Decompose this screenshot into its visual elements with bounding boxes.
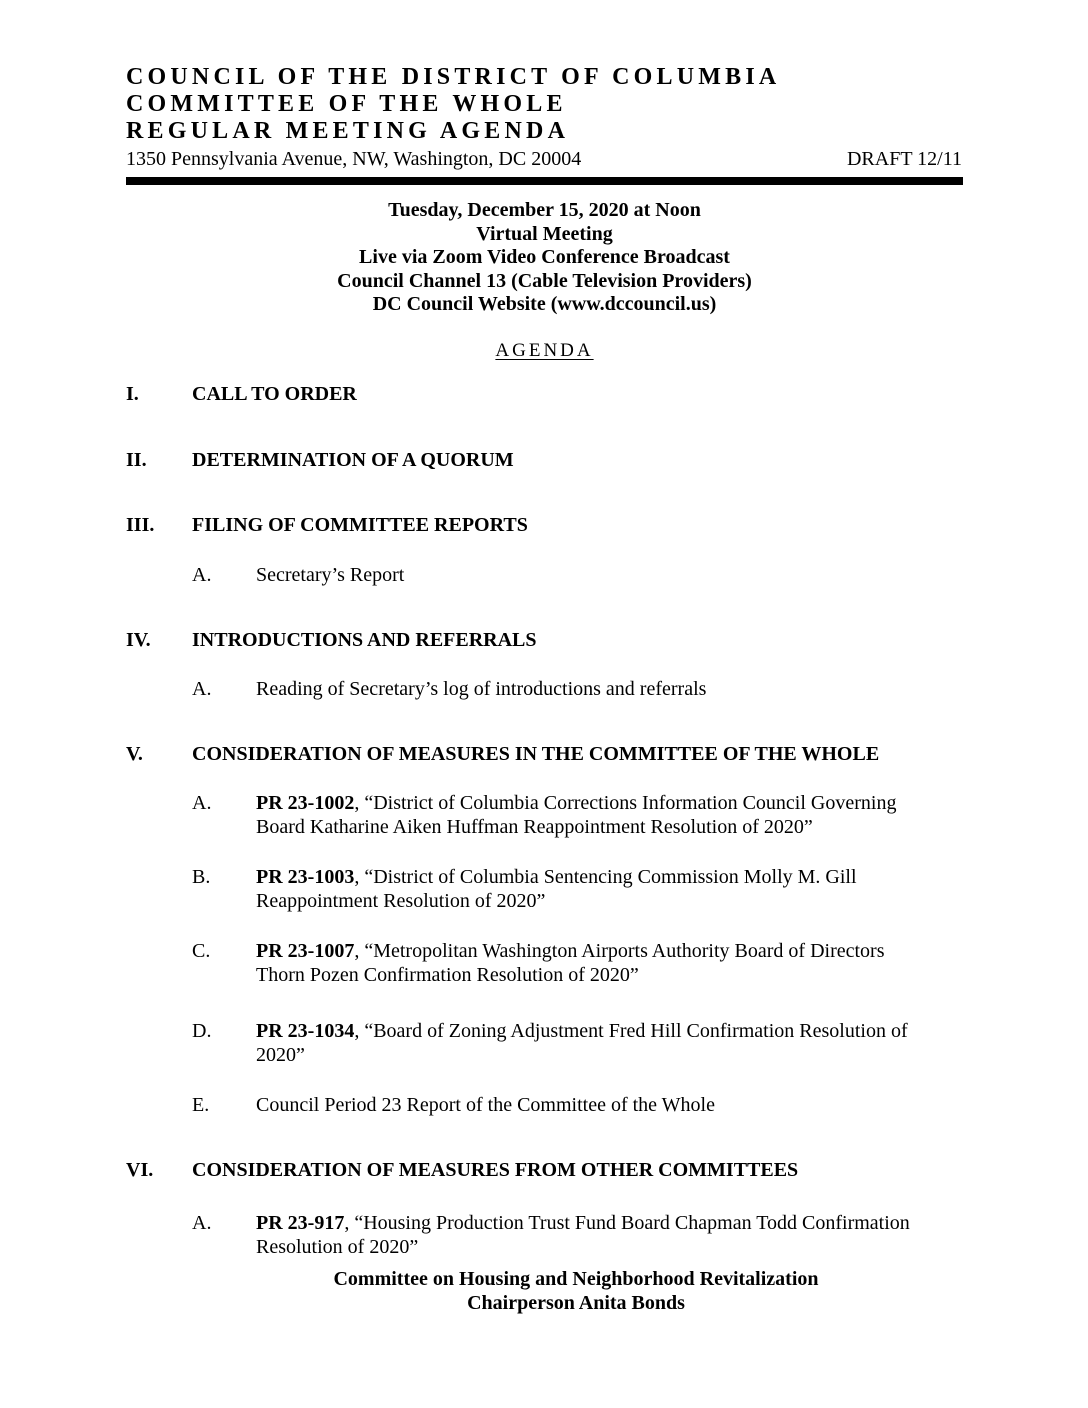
- item-text: Reading of Secretary’s log of introductions and referrals: [256, 678, 707, 700]
- document-type: REGULAR MEETING AGENDA: [126, 118, 570, 144]
- item-letter: E.: [192, 1094, 210, 1116]
- item-letter: D.: [192, 1020, 212, 1042]
- measure-title: , “Board of Zoning Adjustment Fred Hill Confirmation Resolution of: [354, 1020, 908, 1042]
- draft-label: DRAFT 12/11: [846, 148, 962, 170]
- section-title: CONSIDERATION OF MEASURES FROM OTHER COMMITTEES: [192, 1159, 799, 1181]
- item-letter: C.: [192, 940, 211, 962]
- item-letter: A.: [192, 678, 212, 700]
- committee-name: Committee on Housing and Neighborhood Revitalization: [333, 1268, 819, 1290]
- measure-title: , “Housing Production Trust Fund Board Chapman Todd Confirmation: [344, 1212, 910, 1234]
- committee-chair: Chairperson Anita Bonds: [467, 1292, 685, 1314]
- section-number: II.: [126, 449, 147, 471]
- section-title: DETERMINATION OF A QUORUM: [192, 449, 514, 471]
- section-title: CONSIDERATION OF MEASURES IN THE COMMITTEE OF THE WHOLE: [192, 743, 880, 765]
- item-text: Secretary’s Report: [256, 564, 405, 586]
- section-number: III.: [126, 514, 155, 536]
- header-rule: [126, 177, 963, 185]
- measure-code: PR 23-1007: [256, 940, 355, 962]
- address-row: [126, 146, 962, 172]
- measure-title-cont: Resolution of 2020”: [256, 1236, 419, 1258]
- item-letter: A.: [192, 564, 212, 586]
- section-title: CALL TO ORDER: [192, 383, 357, 405]
- document-header: [126, 64, 962, 172]
- meeting-date: Tuesday, December 15, 2020 at Noon: [388, 199, 701, 221]
- measure-title: , “District of Columbia Corrections Information Council Governing: [354, 792, 897, 814]
- measure-code: PR 23-917: [256, 1212, 345, 1234]
- measure-code: PR 23-1034: [256, 1020, 355, 1042]
- section-quorum: [126, 448, 963, 472]
- council-address: 1350 Pennsylvania Avenue, NW, Washington, DC 20004: [126, 148, 582, 170]
- committee-name: COMMITTEE OF THE WHOLE: [126, 91, 567, 117]
- measure-code: PR 23-1003: [256, 866, 355, 888]
- meeting-broadcast: Live via Zoom Video Conference Broadcast: [359, 246, 730, 268]
- measure-code: PR 23-1002: [256, 792, 355, 814]
- council-name: COUNCIL OF THE DISTRICT OF COLUMBIA: [126, 64, 781, 90]
- measure-title: , “District of Columbia Sentencing Commission Molly M. Gill: [354, 866, 857, 888]
- measure-title-cont: Reappointment Resolution of 2020”: [256, 890, 546, 912]
- section-title: FILING OF COMMITTEE REPORTS: [192, 514, 528, 536]
- agenda-title: AGENDA: [495, 340, 594, 361]
- measure-title-cont: Thorn Pozen Confirmation Resolution of 2020”: [256, 964, 639, 986]
- section-measures-other: [126, 1158, 963, 1182]
- section-introductions: [126, 628, 963, 652]
- committee-attribution: [126, 1267, 1026, 1315]
- section-committee-reports: [126, 513, 963, 537]
- section-number: VI.: [126, 1159, 154, 1181]
- meeting-format: Virtual Meeting: [476, 222, 613, 245]
- section-number: IV.: [126, 629, 151, 651]
- meeting-info: [126, 199, 963, 317]
- item-letter: A.: [192, 1212, 212, 1234]
- section-title: INTRODUCTIONS AND REFERRALS: [192, 629, 537, 651]
- measure-title: , “Metropolitan Washington Airports Authority Board of Directors: [354, 940, 885, 962]
- item-text: Council Period 23 Report of the Committee of the Whole: [256, 1094, 715, 1116]
- meeting-website: DC Council Website (www.dccouncil.us): [372, 293, 717, 315]
- section-measures-cow: [126, 742, 963, 766]
- measure-title-cont: Board Katharine Aiken Huffman Reappointment Resolution of 2020”: [256, 816, 813, 838]
- item-letter: A.: [192, 792, 212, 814]
- item-letter: B.: [192, 866, 211, 888]
- section-number: V.: [126, 743, 143, 765]
- section-number: I.: [126, 383, 139, 405]
- section-call-to-order: [126, 382, 963, 406]
- measure-title-cont: 2020”: [256, 1044, 305, 1066]
- meeting-channel: Council Channel 13 (Cable Television Providers): [337, 269, 752, 292]
